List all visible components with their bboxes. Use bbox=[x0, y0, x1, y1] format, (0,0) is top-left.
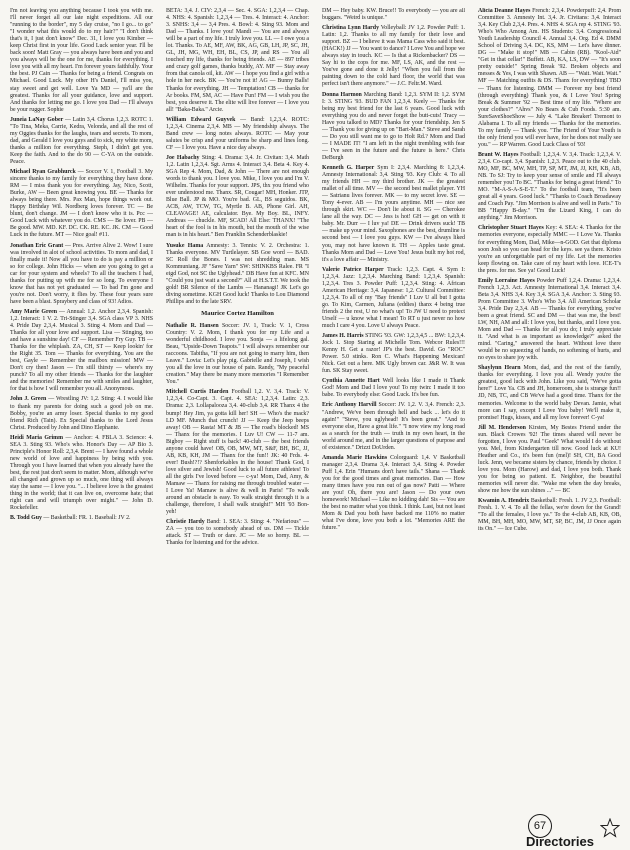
page-number: 67 bbox=[528, 814, 552, 838]
entry-text: Basketball: Fresh. 1. JV 2,3. Football: Fresh. 1. V. 4. To all the fellas, we're down for the Grand! "To all the females, I love ya." To the 4-club AB, KB, OB, MM, BH, MH, MO, MW, MT, SP, BC, JM, JJ Once again its On." — Ice Cube. bbox=[478, 498, 621, 533]
senior-entry bbox=[478, 225, 621, 274]
senior-entry bbox=[10, 435, 153, 513]
student-name: Emily Lorraine Hayes bbox=[478, 277, 535, 284]
entry-text: Marching Band: 1,2,3. SYM II: 1,2. SYM I: 3. STING '93. BUD FAN 1,2,3,4. Keely — Thanks for being my best friend for the last 6 years. Good luck with everything you do and never forget the butt-cuts! Tracy — Have you talked to MD? Thanks for your friendship. Jen S — Thank you for giving up on "Bart-Man." Steve and Sarah — Do you still want me to go to Holt Rd.? Mom and Dad — I MADE IT! "I am left in the night trembling with fear — I've seen in the future and the future is here." Chris DeBurgh bbox=[322, 91, 465, 161]
senior-entry bbox=[166, 323, 309, 386]
page-footer bbox=[0, 812, 630, 850]
senior-entry bbox=[322, 267, 465, 330]
senior-entry bbox=[478, 498, 621, 533]
senior-entry bbox=[478, 152, 621, 222]
senior-entry bbox=[10, 243, 153, 306]
student-name: B. Todd Guy bbox=[10, 515, 42, 522]
entry-text: French: 2,3,4. Powderpuff: 2,4. Prom Committee 3. Amnesty Int. 3,4. Jr. Civitans: 3,4. Interact 3,4. Key Club 2,3,4. Pres. 4. NHS 4. SGA rep 4. STING '93. Who's Who Among Am. HS Students: 3,4. Congressional Youth Leadership Council 4. Annual 3,4. Org. Ed 4. DMM School of Driving 3,4. DC, KS, MM — Let's have dinner. DG — "Make it stop!" MB — Cabin (RB). "Kool-Aid" "Get in that cellar!" Buffett. AB, KA, LS, DW — "It's soon pretty outside!" Spring Break '92. Broken objects and messes & Yes, I was with Shawn. AB — "Wait. Wait. Wait." MF — Matching outfits & DS. Thanx for everything! TBD — Thanx for listening. DMM — Forever my best friend (through everything) Thank you, & I Love You! Spring Break & Summer '92 — Best time of my life. "Where are your clothes?" "Ahvs" No Bears & Cub Foods. 5:30 am. SureSaveShoeShow — July 4. "Lake Breaker! Tremont to Alabama I. To all my friends — Thanks for the memories. To my family — Thank you. "The Friend of Your Youth is the only friend you will ever have, for he does not really see you." — RP Warren. Good Luck Class of '93! bbox=[478, 8, 621, 148]
senior-entry bbox=[478, 425, 621, 495]
column-3 bbox=[322, 8, 465, 800]
entry-text: — Basketball: FR. 1. Baseball: JV 2. bbox=[43, 515, 131, 522]
student-name: Heidi Maria Grimm bbox=[10, 434, 63, 441]
column-4 bbox=[478, 8, 621, 800]
student-name: William Edward Guyvek bbox=[166, 116, 236, 123]
entry-text: Well looks like I made it Thank God! Mom and Dad I love you! To my twin: I made it too babe. To everybody else: Good Luck. It's bee fun. bbox=[322, 378, 465, 399]
entry-text: Kirsten, My Bestes Friend under the sun. Black Crowes '92! The times shared will never be forgotten, I love you. Paul "Geek" What would I do without you. Mel, from Kindergarten till now. Good luck at KU! Heather and Co., it's been fun (mel)! SH, CH, BA Good luck. Jenn, we became sisters by chance, friends by choice. I love you. Mom (Harow) and dad, I love you both. Thank you for being so patient. E. Neighbor, the beautiful memories will never die. "Wake me when the day breaks, show me how the sun shines ..." — BC bbox=[478, 424, 621, 495]
entry-text: — Anchor: 4. FBLA 3. Science: 4. SEA 3. Sting 93. Who's who. Honor's Day — AP Bio 3. Principle's Honor Roll: 2,3,4. Brent — I have found a whole new world of love and happiness by being with you. Through you I have learned that when you already have the best, the rest just don't seem to matter. Mom, although we've all changed and grown up so much, one thing will always stay the same — I love you. "... I believe love is the greatest thing in the world; that it can live on, overcome hate; that right can and will triumph over might." — John D. Rockefeller. bbox=[10, 434, 153, 512]
senior-entry bbox=[166, 117, 309, 152]
senior-entry bbox=[166, 389, 309, 516]
student-name: Amanda Marie Hawkins bbox=[322, 454, 388, 461]
student-name: Valerie Patrice Harper bbox=[322, 266, 384, 273]
senior-entry bbox=[166, 519, 309, 547]
student-name: Donna Harmon bbox=[322, 91, 362, 98]
entry-text: Sym I: 2,3,4. Marching 8: 1,2,3,4. Amnesty International: 3,4. Sting '93. Key Club: 4. To all my friends HH — my third brother. JK — the greatest mallet of all time. MV — the second best mallet player. YH — Satrianu lives forever. MK — to my secret love. SE — Tony 4-ever. AB — I'm yours anytime. MH — nice see through skirt. WC — Don't lie about it. SG — Cherokee lane all the way. DC — Jess is hot! GH — get on with it baby. Mr. Durr — I luv ya! DE — Drink drivers suck! TB — make up your mind. Saxophones are the best, drumline is second best — I love you guys. KW — I've always liked you, may not have known it. TH — Apples taste great. Thanks Mom and Dad — Love You! Jesus built my hot rod, it's a love affair — Ministry. bbox=[322, 164, 465, 263]
section-label: Directories bbox=[526, 834, 594, 849]
entry-text: — Latin 3,4. Chorus 1,2,3. ROTC 1. "To Tina, Meka, Carrie, Kedra, Velonda, and all the rest of my Oggies thanks for the laughs, tears and secrets. To mom, dad, and Gerald I love you guys and to sick, my white mom, thanks a million for everything. Steph, I didn't get you. Keep the faith. And to the do 90 — C-YA on the outside. Peace. bbox=[10, 116, 153, 165]
entry-text: Volleyball: JV 1,2. Powder Puff: 1. Latin: 1,2. Thanks to all my family for their love and support. BZ — I believe it was Mama Cass who said it best. (HACK!) JJ — You want to dance? I Love You and hope we always stay in touch. KC — Is that a Rickenbacker? DS — Say hi to the cops for me. MF, LS, AK, and the rest — You've gone and done it Jelly! "When you fall from the painting down to the cold hard floor, the world that was perfect isn't there anymore." — J.C. Feltr.M. Ward. bbox=[322, 25, 465, 88]
senior-entry bbox=[166, 243, 309, 306]
student-name: Mitchell Curtis Harden bbox=[166, 389, 229, 396]
student-name: Kenneth G. Harper bbox=[322, 164, 375, 171]
student-name: Joe Habachy bbox=[166, 154, 200, 161]
student-name: Alicia Deanne Hayes bbox=[478, 8, 531, 14]
entry-text: Football: 1,2,3,4. V. 3,4. Track: 1,2,3,4. V. 2,3,4. Co-capt. 3,4. Spanish: 1,2,3. Peace out to the 40 club. MO, MF, BC, MW, MH, TP, SP, MT, JM, JJ, KH, KB, AB, NB. To SJ: Try to keep your sense of smile and I'll always remember you! To BC. "Thanks for being a great friend." To MO. "M-A-S-A-S-E-T." To the football team, "It's been great all 4 years. Good luck." "Thanks to Coach Broadaway and Coach Pay. "Jim Morrison is alive and well in Paris." To BB "Happy B-day." "I'm the Lizard King, I can do anything." Jim Morrison. bbox=[478, 151, 621, 222]
entry-text: Band: 1. SEA: 3. Sting: 4. "Nefarious" — ZA — you too to somebody ahead of us. DM — Tickle attack. ST — Truth or dare. JC — Me so horny. BL — Thanks for listening and for the advice. bbox=[166, 519, 309, 547]
student-name: Juneia LaNay Gober bbox=[10, 116, 64, 123]
entry-text: — Wrestling JV: 1,2. Sting: 4. I would like to thank my parents for doing such a good job on me. Bobby, you're an army loser. Special thanks to my good friend Rich (Tain). Ex Special thanks to the Lord Jesus Christ. Produced by John and Dino Elephante. bbox=[10, 396, 153, 431]
yearbook-page bbox=[10, 8, 622, 808]
senior-entry bbox=[10, 8, 153, 114]
student-name: Cynthia Annette Hart bbox=[322, 378, 380, 385]
entry-text: Track: 1,2,3. Capt. 4. Sym I: 1,2,3,4. Jazz: 1,2,3,4. Marching Band: 1,2,3,4. Spanish: 1,2,3,4. Tres 3. Powder Puff: 1,2,3,4. Sting: 4. African American Heritage: 3,4. Japanese: 1,2. Cultural Committee: 1,2,3,4. To all of my "Bay friends" I Luv U all but I gotta go. To Kim, Carmen, Juliana (eddies) thanx 4 being true friends 2 the rest, U no what's up! To JW U need to protect Urself — u know what I mean! To RT u just never no how much I care 4 you. Love U always Peace. bbox=[322, 266, 465, 330]
senior-entry bbox=[10, 396, 153, 431]
senior-entry bbox=[478, 278, 621, 363]
entry-text: Key: 4. SEA: 4. Thanks for the memories everyone, especially MMC — I Love Ya. Thanks for everything Mom, Dad, Mike—n-GOD. Get that diploma soon Josh so you can head for the keys. see ya there. Kristo you're an unforgettable part of my life. Let the memories keep flowing on. Take care of my heart with love. ICE-T's the pres. for me. See ya! Good Luck! bbox=[478, 225, 621, 274]
student-name: Eric Anthony Harvill bbox=[322, 402, 377, 409]
student-name: Brant W. Hayes bbox=[478, 151, 519, 158]
entry-text: Sting: 4. Drama: 3,4. Jr. Civitan: 3,4. Math 1,2. Latin 1,2,3,4. Sgt. Arms 4. Interact 3,4. Beta 4. Key 4. SGA Rep 4. Mom, Dad, & John — There are not enough words to thank you. I love you. Mike, I love you and I'm V. Wilhelm. Thanks for your support. JPS, thx you friend who ever understood me. Thanx. SR, Cougar! MH, Honker. JTP, Blue Ball. JP & MO. You're bad. GL, BS seguidos. BK, ACB, AW, TCW, TG, Myrtle B. AB, Phone Girl. AH, CLEAVAGE! AE, calculator. Bye. My Boy. BL, INFY. Andreas — chuckle. MF, SCAD! All Else: THANX! "The heart of the fool is in his mouth, but the mouth of the wise man is in his heart." Ben Franklin Schenderblaskie! bbox=[166, 154, 309, 239]
senior-entry bbox=[322, 25, 465, 88]
senior-entry bbox=[322, 455, 465, 533]
senior-entry bbox=[322, 333, 465, 375]
student-name: Jill M. Henderson bbox=[478, 424, 526, 431]
entry-text: Amnesty: 3. Tennis: V. 2. Orchestra: 1. Thanks everyone. MV Turtlelayer. SB Goe word — BAD. SC Roll the Bones. I was not shredding man. MS Kommuniang. JF "Save Yarn" SW: SHINKBS Ralee. FR "I eigd God, not SC the Uglyhead." DB Have fun at KFC. MN "Could you just wait a second?" All at H.S.T.T. We took the gold! BR Silence of the Lambs — Hananagi! JK Let's go diving sometime. KGH Good luck! Thanks to Lou Diamond Phillips and to the late SRV. bbox=[166, 242, 309, 305]
senior-entry bbox=[166, 155, 309, 240]
entry-text: — Annual: 1,2. Anchor 2,3,4. Spanish: 1,2. Interact: 1 V. 2. Tri-Stinger 3,4. SGA class VP 3. NHS 4. Pride Day 2,3,4. Musical 3. Sting 4. Mom and Dad — Thanks for all your love and support. Lisa — Stinging, too and have a sunshine day! CF — Remember Fry Guy. TB — Thanks for the whiplash. ZA, CH, ST — Keep lookin' for the Right 35. Tom — Thanks for everything. You are the best, Gayle — Remember the mailbox mission! MW — Don't cry then! Jason — I'm still thirsty — where's my punch? To all my other friends — Thanks for the laughter and the memories! Remember me with smiles and laughter, for that is how I will remember you all. Anonymous. bbox=[10, 308, 153, 393]
senior-entry bbox=[478, 365, 621, 421]
senior-entry bbox=[10, 117, 153, 166]
student-name: John J. Green bbox=[10, 396, 47, 403]
entry-text: I'm not leaving you anything because I took you with me. I'll never forget all our late night expeditions. All our "running to the border", my 5 day cruise, "no I go... to go" "I wonder what this would do to my hair?" "I don't think that's it, I just don't know" Dec. 31, I love you Kimber — keep Christ first in your life. Good Luck senior year. I'll be back soon! Matt Gray — you always have been and you and you always will be the one for me, thanks for everything. I love you with all my heart. I'm forever yours faithfully. Your the best. PJ Cain — Thanks for being a friend. Congrats on Michael. Good Luck. My other H's Daniel, I'll miss you, stay sweet and get well. Love Ya MD — ya'll are the greatest. Thanks for all your guidance, love and support. And thanks for letting me go. I love you Dad — I'll always be your rugger. Sophie bbox=[10, 8, 153, 113]
student-name: Christopher Stuart Hayes bbox=[478, 225, 544, 232]
entry-text: Colorguard: 1,4. V Basketball manager 2,3,4. Drama 3,4. Interact 3,4. Sting 4. Powder Puff 1,4. Erin "Humans don't have tails." Shana — Thank you for the good times and great memories. Dan — How many times have you run out of gas now? Patti — Where are you! Oh, there you are! Jason — Do your own homework! Michael — Like no kidding dah! Sis — You are the best no matter what you think. I think. Last, but not least Mom & Dad you both have backed me 110% no matter what I've done, love you both a lot. "Memories ARE the future." bbox=[322, 454, 465, 532]
entry-text: Mom, dad, and the rest of the family, thanks for everything. I love you all. Wendy you're the greatest, good luck with John. Like you said, "We've gotta here!" Love Ya. CB and JH, homeroom, she is strange fun!! JD, NB, TC, and CB We've had a good time. Thanx for the memories. Welcome to the world baby Devan. Jamie, what more can I say, except I Love You baby! We'll make it, promise! Hugs, kisses, and all my love forever! C-ya! bbox=[478, 365, 621, 421]
student-name: Nathalie R. Hansen bbox=[166, 322, 219, 329]
entry-text: Football 1,2. V. 3,4. Track: V. 1,2,3,4. Co-Capt. 3. Capt. 4. SEA: 1,2,3,4. Latin: 2,3. Drama: 2,3. Lollapalooza 3,4. 40-club 3,4. RR Thanx 4 the bump! Hey Jim, ya gotta kill her! SH — Who's the mack? LD MF. Munch that crunch! JJ — Keep the Jeep beeps away! OB — Rasta! MT & JB — The road's blocked! MS — Thanx for the memories. I Luv U! CW — 11-7 am. Bigboy — Right stuff is back! 40-club — the best friends anyone could have! OB, OB, MW, MT, S&F, BH, BC, JJ, AB, KB, KH, JM — Thanx for the fun!! JK: 40 Frds. 4-ever! Bush!?!? Shenforkables in the house! Thank God, I love silver and Jewish! Good luck to all future athletes! To all the girls I've loved before — c-ya! Mom, Dad, Amy, & Mamaw — Thanx for raising me through troubled water — I Love Ya! Mamaw is alive & well in Paris! "To walk around an obstacle is easy. To walk straight through it is a challenge, therefore, I shall walk straight!" MH '93 Bon-yeh! bbox=[166, 389, 309, 516]
student-name: Christie Hardy bbox=[166, 519, 205, 526]
student-name: Shaylynn Hearn bbox=[478, 365, 521, 372]
entry-text: DM — Hey baby. KW. Bruce!! To everybody — you are all buggars. "Weird is unique." bbox=[322, 8, 465, 22]
entry-heading: Maurice Cortez Hamilton bbox=[201, 309, 274, 317]
senior-entry bbox=[10, 309, 153, 394]
entry-text: — Soccer V. 1, Football 3. My sincere thanks to my family for everything they have done. RM — I miss thank you for everything. Jay, Nico, Scott, Burke, AW — Been great knowing you. BE — Thanks for always being there. Mrs. Pax Man, hope things work out. Happy Birthday Wil. Nordberg loves forever. TC — Be blunt, don't change. JM — I don't know who it is. Pcc — Good Luck with whatever you do. CMS — Be lover. PB — Be good. MW. MD. KF. DC. CK. RE. KC. JK. CM — Good Luck in the future. MT — Nice goal! #11. bbox=[10, 169, 153, 239]
senior-entry bbox=[322, 378, 465, 399]
senior-entry bbox=[322, 92, 465, 162]
senior-entry bbox=[322, 8, 465, 22]
senior-entry bbox=[478, 8, 621, 149]
column-1 bbox=[10, 8, 153, 800]
student-name: Yusuke Hama bbox=[166, 242, 204, 249]
student-name: Christina Lynn Hardy bbox=[322, 25, 380, 32]
senior-entry bbox=[322, 402, 465, 451]
senior-entry bbox=[322, 165, 465, 264]
entry-text: Soccer: JV. 1,2. V. 3,4. French: 2,3. "Andrew, We've been through hell and back ... let's do it again!" "Steve, you uglyhead! It's been great." "And to everyone else, Have a great life." "I now view my long road as a search for the truth — truth in my own heart, in the world around me, and in the larger questions of purpose and of existence." Drizzt DoUrden. bbox=[322, 402, 465, 451]
student-name: Michael Ryan Grabhurck bbox=[10, 169, 76, 176]
student-name: James H. Harris bbox=[322, 333, 364, 340]
senior-entry bbox=[166, 8, 309, 114]
senior-entry bbox=[10, 169, 153, 239]
entry-text: — Pres. Arrive Alive 2. Wow! I sure was involved in alot of school activities. To mom and dad, I finally made it! Now all you have to do is pay a million or so for college. John Hicks — when are you going to get a car for your system and wheels? To all the teachers I had, thanks for putting up with me for so long. To everyone I know that has not yet graduated — To bad I'm gone and you're not. Don't worry, it flies by. These four years sure have been a blast. Spraybery and class of 93! Adios. bbox=[10, 242, 153, 305]
directory-columns bbox=[10, 8, 622, 808]
senior-entry bbox=[10, 515, 153, 522]
entry-text: — Band: 1,2,3,4. ROTC: 1,2,3,4. Cinema 2,3,4. MB — My friendship always. The Band crew — long notes always. ROTC — May your salutes be crisp and your uniforms be sharp and lines long. CF — I love you. Have a nice day always. bbox=[166, 116, 309, 151]
entry-text: Soccer: JV. 1, Track: V. 1, Cross Country: V. 2. Mom, I thank you for my Life and a wonderful childhood. I love you. Sonja — a lifelong gal. Beau, "Upside-Down Teapots." I will always remember our raccoons. Tabitha, "If you are not going to marry him, then Leave." Lovia: Let's play pig. Gabrielle and Joseph, I wish you all the love in our house of pain. Randy, "My peaceful creation." May there be many more memories "I Remember You." bbox=[166, 322, 309, 386]
entry-text: Powder Puff 1,2,4. Drama: 1,2,3,4. French 1,2,3. Act. Amnesty International 3,4. Interact 3,4. Beta 3,4. NHS 3,4. Key 3,4. SGA 3,4. Anchor: 3. Sting 93. Prom Committee 3. Who's Who 3,4. All American Scholar 3,4. Pride Day 2,3,4. AB — Thanks for everything, you've been a great friend. SC and DM — that was me, the best! LW, NH, AM and all: I love you, but thanks, and I love you. Mom and Dad — Thanks for all you do; I truly appreciate it. "And what is as important as knowledge?" asked the mind. "Caring," answered the heart. Without love there would be no squeezing of hands, no softening of hurts, and no eyes to share joy with. bbox=[478, 277, 621, 362]
entry-text: BETA: 3,4. J. CIV: 2,3,4 — Sec. 4. SGA: 1,2,3,4 — Chap. 4. NHS: 4. Spanish: 1,2,3,4 — Tres. 4. Interact: 4. Anchor: 3. SNHS: 3,4 — 3,4 Pres. 4. Bowl: 4. Sting 93. Mom and Dad — Thanks. I love you! Mandi — You are and always will be a part of my life. I truly love you. LL — I owe you a lot. Thanks. To AE, MF, AW, BK, AG, GB, LH, JP, SC, JH, GL, JH, MG, WH, EH, BL, CS, JP, and RS — You all touched my life, thanks for being friends. AE — 897 tribes and crazy golf games, thanks buddy, AY. MF — Stay away from that canola oil, kit. AW — I hope you find a girl with a hole in her neck. BK — You're not it! AG — Bunny Balls! Thanks for everything. JH — Temptation! CB — thanks for Ar books. FM, SM, AC — Have Fun! FM — I wish you the best, you deserve it. The elite will live forever — I love you all! "Baka-Baka." Arcie. bbox=[166, 8, 309, 113]
entry-text: STING '93. GW: 1,2,3,4,5 ... BW: 1,2,3,4. Jock 1. Stop Staring at Michelle Tom. Webcor Rules!!! Kenny H. Get a razor! JP's the best. David. Go "ROC" Power. 5.0 stinks. Ron C. What's Happening Mexican! Nick. Get out a here. MK Ugly brown car. J&R W. It was fun. SK Stay sweet. bbox=[322, 333, 465, 375]
student-name: Amy Marie Green bbox=[10, 308, 57, 315]
star-emblem-icon bbox=[600, 818, 620, 838]
column-2 bbox=[166, 8, 309, 800]
student-name: Kwamin A. Hendrix bbox=[478, 498, 530, 505]
student-name: Jonathan Eric Grant bbox=[10, 242, 64, 249]
